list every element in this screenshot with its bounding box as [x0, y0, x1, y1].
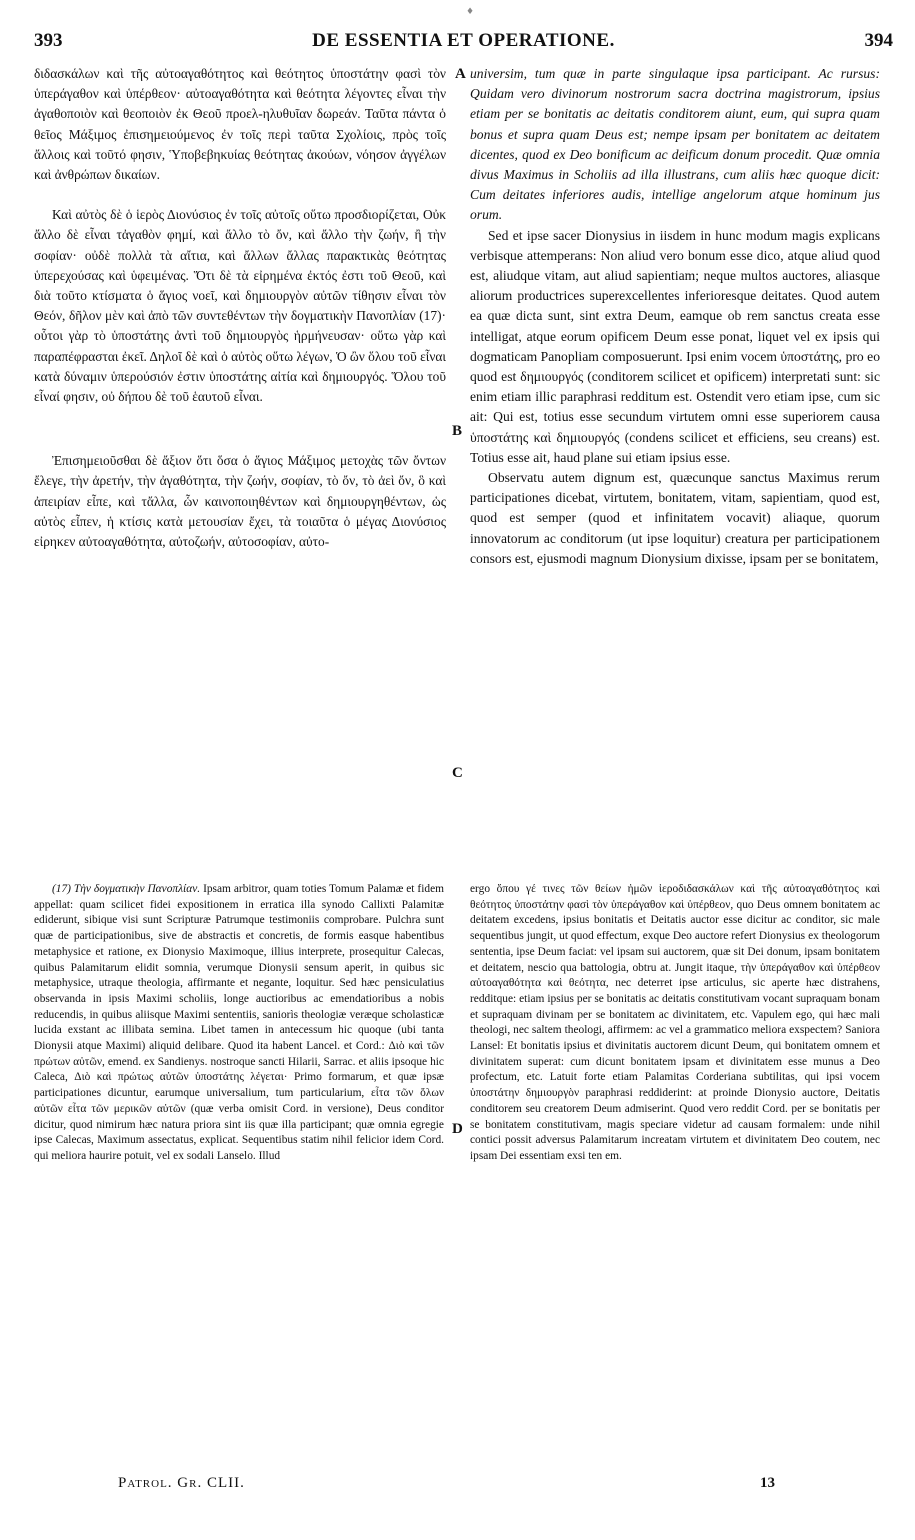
latin-paragraph-2: Sed et ipse sacer Dionysius in iisdem in hunc modum magis explicans verbisque attemperans: Non aliud vero bonum esse dico, atque aliud quod est, aliudque vitam, aut aliud sapientiam; neque multos auctores, aliasque aliorum productrices superexcellentes inferioresque deitates. Quod autem ea quæ dicta sunt, sint extra Deum, eamque ob rem sanctus creata esse intelligat, atque eorum opificem Deum esse ponat, liquet vel ex ipsis qui dogmaticam Panopliam composuerunt. Ipsi enim vocem ὑποστάτης, pro eo quod est δημιουργός (conditorem scilicet et opificem) interpretati sunt: sic enim etiam illic paraphrasi redditum est. Ostendit vero etiam ipse, cum sic ait: Qui est, totius esse secundum virtutem omni esse superiorem causa ὑποστάτης καὶ δημιουργός (condens scilicet et efficiens, seu creans) est. Totius esse ait, haud plane sui etiam ipsius esse.	[470, 227, 880, 465]
latin-column	[470, 64, 880, 868]
margin-letter-c: C	[452, 765, 463, 781]
greek-paragraph-3: Ἐπισημειοῦσθαι δὲ ἄξιον ὅτι ὅσα ὁ ἅγιος Μάξιμος μετοχὰς τῶν ὄντων ἔλεγε, τὴν ἀρετήν, τὴν ἀγαθότητα, τὴν ζωήν, σοφίαν, τὸ ὄν, τὸ ἀεὶ ὄν, ὃ καὶ ἀπειρίαν εἶπε, καὶ τἄλλα, ὧν καινοποιηθέντων καὶ δημιουργηθέντων, ὡς αὐτὸς εἶπεν, ἡ κτίσις κατὰ μετουσίαν ἔχει, τὰ τοιαῦτα ὁ μέγας Διονύσιος εἰρηκεν αὐτοαγαθότητα, αὐτοζωήν, αὐτοσοφίαν, αὐτο-	[34, 453, 446, 550]
margin-letter-b: B	[452, 423, 463, 439]
footnote-left-text: Ipsam arbitror, quam toties Tomum Palamæ et fidem appellat: quam scilicet fidei expositionem in erratica illa synodo Callixti Palamitæ ediderunt, sibique visi sunt Scripturæ Patrumque testimoniis comprobare. Pulchra sunt quæ de participationibus, sive de abstractis et concretis, de formis easque habentibus metaphysice et ratione, ex Dionysio Maximoque, illius interprete, prosequitur Calecas, quibus Palamitarum elidit somnia, verumque Dionysii sensum aperit, in quibus sic metaphysice, utraque theologia, affirmante et negante, loquitur. Sed hæc pensiculatius observanda in ipsis Maximi scholiis, longe auctioribus ac emendatioribus a nobis reducendis, in quibus aliisque Maximi sententiis, saniorìs theologiæ veræque scholasticæ lucida exstant ac illibata semina. Libet tamen in antecessum hic quoque (ubi tanta Dionysii atque Maximi) aliquid delibare. Quod ita habent Lancel. et Cord.: Διὸ καὶ τῶν πρώτων αὐτῶν, emend. ex Sandienys. nostroque sancti Hilarii, Sarrac. et aliis ipsoque hic Caleca, Διὸ καὶ πρώτως αὐτῶν ὑποστάτης λέγεται· Primo formarum, et quæ ipsæ participationes dicuntur, earumque universalium, tum particularium, εἶτα τῶν ὅλων αὐτῶν εἶτα τῶν μερικῶν αὐτῶν (quæ verba omisit Cord. in versione), Deus conditor dicitur, quod nimirum hæc natura priora sint iis quæ illa participant; quæ omnia egregie ipse Calecas, Maximum assectatus, explicat. Sequentibus statim nihil felicior idem Cord. qui meliora haurire potuit, vel ex sodali Lanselo. Illud	[34, 883, 444, 1162]
greek-paragraph-2: Καὶ αὐτὸς δὲ ὁ ἱερὸς Διονύσιος ἐν τοῖς αὐτοῖς οὕτω προσδιορίζεται, Οὐκ ἄλλο δὲ εἶναι τἀγαθὸν φημί, καὶ ἄλλο τὸ ὄν, καὶ ἄλλο τὴν ζωήν, ἢ τὴν σοφίαν· οὐδὲ πολλὰ τὰ αἴτια, καὶ ἄλλων ἄλλας παρακτικὰς θεότητας ὑπερεχούσας καὶ ὑφειμένας. Ὅτι δὲ τὰ εἰρημένα ἐκτός ἐστι τοῦ Θεοῦ, καὶ διὰ τοῦτο κτίσματα ὁ ἅγιος νοεῖ, καὶ δημιουργὸν αὐτῶν τίθησιν εἶναι τὸν Θεόν, δῆλον μὲν καὶ ἀπὸ τῶν συντεθέντων τὴν δογματικὴν Πανοπλίαν (17)· οὗτοι γὰρ τὸ ὑποστάτης ἀντὶ τοῦ δημιουργὸς ἡρμήνευσαν· οὕτω γὰρ καὶ παραπέφρασται ἐκεῖ. Δηλοῖ δὲ καὶ ὁ αὐτὸς οὕτω λέγων, Ὁ ὢν ὅλου τοῦ εἶναι κατὰ δύναμιν ὑπερούσιόν ἐστιν ὑποστάτης αἰτία καὶ δημιουργός. Ὅλου τοῦ εἶναί φησιν, οὐ δήπου δὲ τοῦ ἑαυτοῦ εἶναι.	[34, 207, 446, 405]
margin-letter-d: D	[452, 1121, 463, 1137]
footer-sheet-number: 13	[760, 1475, 775, 1491]
footnote-right-text: ergo ὅπου γέ τινες τῶν θείων ἡμῶν ἱεροδιδασκάλων καὶ τῆς αὐτοαγαθότητος καὶ θεότητος ὑποστάτην φασὶ τὸν ὑπεράγαθον καὶ ὑπέρθεον, quo Deus omnem bonitatem ac deitatem excedens, ipsius bonitatis et Deitatis auctor esse dicitur ac conditor, sic male sequentibus jungit, ut quod effectum, exque Deo auctore refert Dionysius ex theologorum sententia, ipse Deum faciat: vel ipsam sui auctorem, quæ sit Dei donum, ipsam bonitatem et deitatem, nescio qua battologia, obtru at. Jungit itaque, τὴν ὑπεράγαθον καὶ ὑπέρθεον αὐτοαγαθότητα καὶ θεότητα, nec deterret ipse articulus, sic aperte hæc distrahens, redditque: etiam ipsius per se bonitatis ac deitatis constitutivam vocant supraquam bonam et supraquam divinam per se bonitatem ac divinitatem, etc. Vapulem ego, qui hæc mali theologi, nec saltem theologi, affirmem: ac vel a grammatico meliora exspectem? Saniora Lansel: Et bonitatis ipsius et divinitatis auctorem dicunt Deum, qui bonitatem omnem et divinitatem superat: cum dicunt bonitatem ipsam et divinitatem esse munus a Deo profectum, etc. Latuit forte etiam Palamitas Corderiana subtilitas, qui ipsi vocem ὑποστάτην δημιουργὸν paraphrasi reddiderint: at proinde Dionysio auctore, Deitatis conditorem seu creatorem Deum admiserint. Quod vero reddit Cord. per se bonitatis per se bonitatem constitutivam, magis speciare videtur ad causam formalem: unde nihil contici possit adversus Palamitarum increatam virtutem et divinitatem Deo coutem, nec ipsam Dei essentiam exsi ten em.	[470, 883, 880, 1162]
page-number-right: 394	[864, 30, 893, 51]
latin-paragraph-3: Observatu autem dignum est, quæcunque sanctus Maximus rerum participationes dicebat, virtutem, bonitatem, vitam, sapientiam, quod est, quod est semper (quod et infinitatem vocavit) aliaque, quorum innovatorum ac conditorum (ut ipse loquitur) creatura per participationem consors est, ejusmodi magnum Dionysium dixisse, ipsam per se bonitatem,	[470, 470, 880, 566]
running-header	[34, 30, 893, 56]
greek-paragraph-1: διδασκάλων καὶ τῆς αὐτοαγαθότητος καὶ θεότητος ὑποστάτην φασὶ τὸν ὑπεράγαθον καὶ ὑπέρθεον· αὐτοαγαθότητα καὶ θεότητα λέγοντες εἶναι τὴν ἀγαθοποιὸν καὶ θεοποιὸν ἐκ Θεοῦ προελ-ηλυθυῖαν δωρεάν. Ταῦτα πάντα ὁ θεῖος Μάξιμος ἐπισημειούμενος ἐν τοῖς περὶ ταῦτα Σχολίοις, πρὸς τοῖς ἄλλοις καὶ τοῦτό φησιν, Ὑποβεβηκυίας θεότητας ἀκούων, νόησον ἀγγέλων καὶ ἀνθρώπων δικαίων.	[34, 66, 446, 183]
footnote-right	[470, 882, 880, 1447]
print-mark: ♦	[466, 7, 475, 17]
latin-paragraph-1: universim, tum quæ in parte singulaque ipsa participant. Ac rursus: Quidam vero divinorum nostrorum sacra doctrina magistrorum, ipsius etiam per se bonitatis ac deitatis conditorem aiunt, eum, qui supra quam bonus et supra quam Deus est; nempe ipsam per bonitatem ac deitatem dicentes, quod ex Deo bonificum ac deificum donum procedit. Quæ omnia divus Maximus in Scholiis ad illa illustrans, cum aliis hæc quoque dicit: Cum deitates inferiores audis, intellige angelorum atque hominum jus orum.	[470, 66, 880, 223]
running-title: DE ESSENTIA ET OPERATIONE.	[312, 30, 615, 51]
page-number-left: 393	[34, 30, 63, 51]
footnote-lemma: (17) Τὴν δογματικὴν Πανοπλίαν.	[52, 883, 201, 895]
footnote-left	[34, 882, 444, 1447]
margin-letter-a: A	[455, 66, 466, 82]
greek-column	[34, 64, 446, 868]
footer-signature: Patrol. Gr. CLII.	[118, 1475, 245, 1491]
